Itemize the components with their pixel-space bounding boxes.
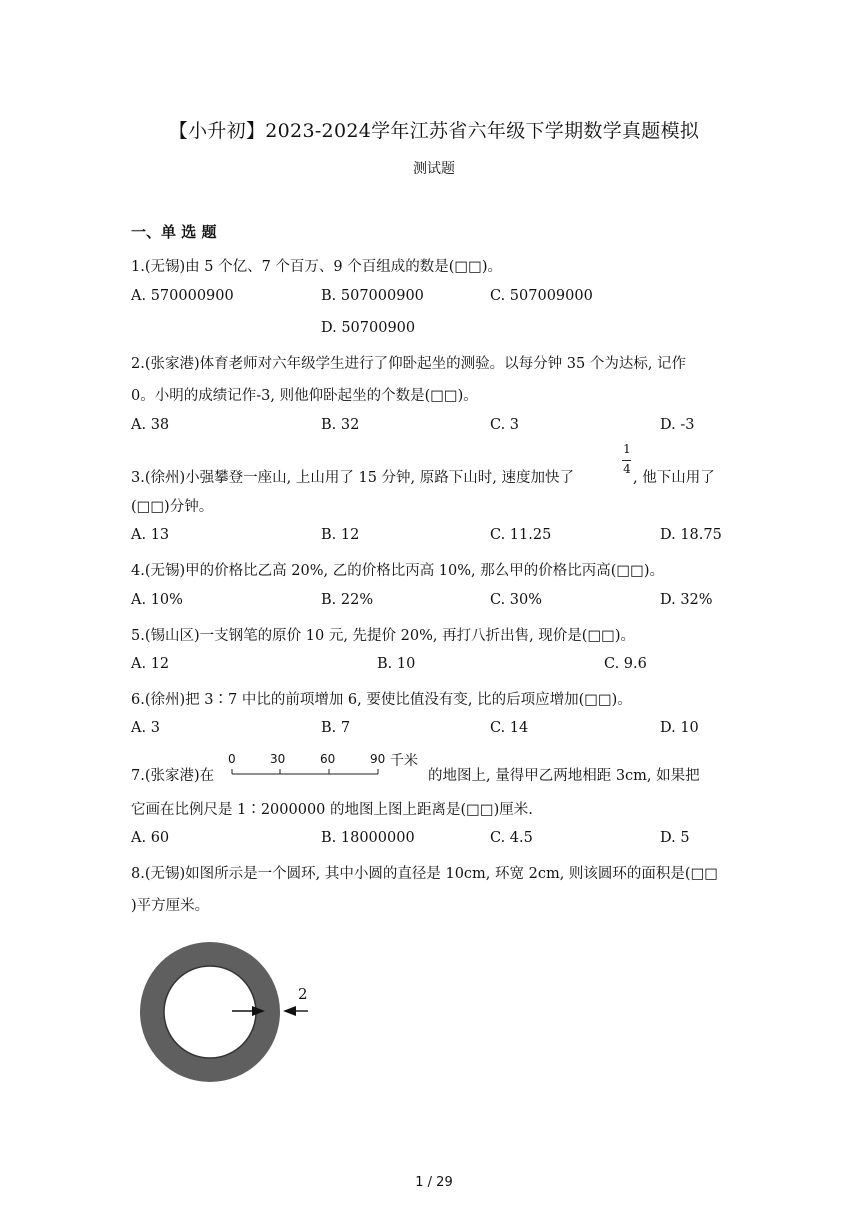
question-2-option-a: A. 38 — [131, 417, 170, 433]
question-2-text-line1: 2.(张家港)体育老师对六年级学生进行了仰卧起坐的测验。以每分钟 35 个为达标, 记作 — [131, 356, 687, 372]
question-6-option-d: D. 10 — [660, 720, 699, 736]
section-heading: 一、单 选 题 — [131, 223, 217, 241]
fraction-numerator: 1 — [623, 442, 631, 456]
scale-tick-label-60: 60 — [320, 752, 336, 766]
question-1-option-c: C. 507009000 — [490, 288, 593, 304]
question-3-text-line1-b: , 他下山用了 — [633, 470, 715, 486]
arrow-out-head — [283, 1006, 296, 1016]
question-2-option-c: C. 3 — [490, 417, 520, 433]
scale-bar — [228, 750, 428, 780]
question-1-text: 1.(无锡)由 5 个亿、7 个百万、9 个百组成的数是(□□)。 — [131, 259, 502, 275]
question-3-option-a: A. 13 — [131, 527, 170, 543]
question-6-option-c: C. 14 — [490, 720, 529, 736]
question-1-option-b: B. 507000900 — [321, 288, 424, 304]
question-8-text-line1: 8.(无锡)如图所示是一个圆环, 其中小圆的直径是 10cm, 环宽 2cm, 则该圆环的面积是(□□ — [131, 866, 718, 882]
scale-unit: 千米 — [390, 753, 418, 769]
question-3-option-b: B. 12 — [321, 527, 360, 543]
scale-ruler — [228, 750, 428, 780]
question-6-text: 6.(徐州)把 3∶7 中比的前项增加 6, 要使比值没有变, 比的后项应增加(□□)。 — [131, 692, 632, 708]
question-4-option-b: B. 22% — [321, 592, 374, 608]
question-7-text-line1-a: 7.(张家港)在 — [131, 768, 215, 784]
page-number: 1 / 29 — [415, 1175, 453, 1190]
question-7-option-b: B. 18000000 — [321, 830, 415, 846]
question-4-option-a: A. 10% — [131, 592, 183, 608]
ring-width-label: 2 — [298, 985, 308, 1003]
question-4-text: 4.(无锡)甲的价格比乙高 20%, 乙的价格比丙高 10%, 那么甲的价格比丙高(□□)。 — [131, 563, 664, 579]
question-5-text: 5.(锡山区)一支钢笔的原价 10 元, 先提价 20%, 再打八折出售, 现价是(□□)。 — [131, 628, 636, 644]
question-6-option-a: A. 3 — [131, 720, 160, 736]
page-title: 【小升初】2023-2024学年江苏省六年级下学期数学真题模拟 — [168, 120, 700, 142]
scale-tick-label-30: 30 — [270, 752, 286, 766]
question-5-option-b: B. 10 — [377, 656, 416, 672]
question-4-option-c: C. 30% — [490, 592, 543, 608]
question-1-option-d: D. 50700900 — [321, 320, 416, 336]
question-7-text-line2: 它画在比例尺是 1∶2000000 的地图上图上距离是(□□)厘米. — [131, 802, 533, 818]
question-7-option-d: D. 5 — [660, 830, 690, 846]
question-2-text-line2: 0。小明的成绩记作-3, 则他仰卧起坐的个数是(□□)。 — [131, 388, 478, 404]
question-4-option-d: D. 32% — [660, 592, 713, 608]
inner-circle — [164, 966, 256, 1058]
question-5-option-c: C. 9.6 — [604, 656, 647, 672]
question-2-option-b: B. 32 — [321, 417, 360, 433]
question-6-option-b: B. 7 — [321, 720, 351, 736]
question-8-text-line2: )平方厘米。 — [131, 898, 210, 914]
question-7-option-a: A. 60 — [131, 830, 170, 846]
question-3-text-line2: (□□)分钟。 — [131, 499, 214, 515]
question-3-option-d: D. 18.75 — [660, 527, 722, 543]
question-3-text-line1-a: 3.(徐州)小强攀登一座山, 上山用了 15 分钟, 原路下山时, 速度加快了 — [131, 470, 574, 486]
question-2-option-d: D. -3 — [660, 417, 695, 433]
fraction-denominator: 4 — [623, 462, 631, 476]
question-7-option-c: C. 4.5 — [490, 830, 533, 846]
scale-tick-label-0: 0 — [228, 752, 236, 766]
question-3-option-c: C. 11.25 — [490, 527, 552, 543]
page-subtitle: 测试题 — [413, 161, 455, 177]
question-5-option-a: A. 12 — [131, 656, 170, 672]
annulus-figure — [140, 938, 340, 1090]
question-7-text-line1-b: 的地图上, 量得甲乙两地相距 3cm, 如果把 — [428, 768, 700, 784]
question-1-option-a: A. 570000900 — [131, 288, 234, 304]
fraction-bar — [622, 460, 631, 461]
scale-tick-label-90: 90 — [370, 752, 386, 766]
